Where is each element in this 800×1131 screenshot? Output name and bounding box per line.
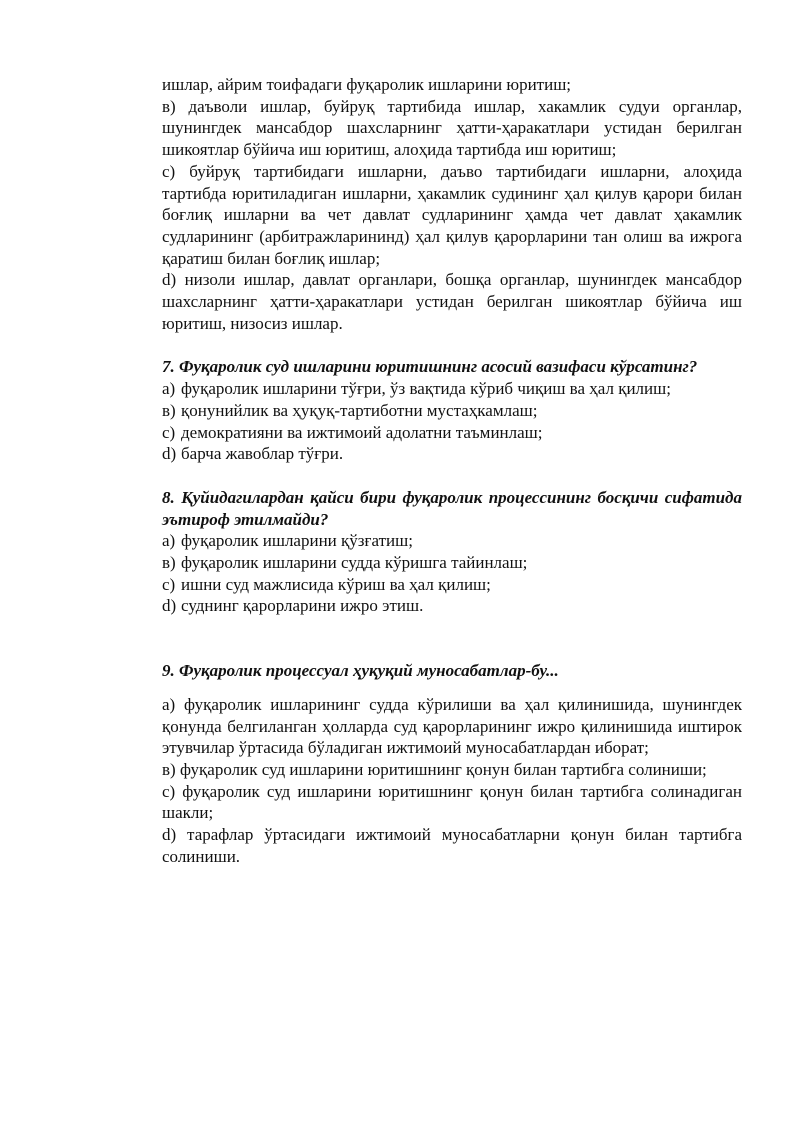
- option-text: барча жавоблар тўғри.: [181, 444, 344, 464]
- option-text: демократияни ва ижтимоий адолатни таъминлаш;: [181, 422, 543, 442]
- question-7: [162, 356, 742, 465]
- option-text: фуқаролик ишларини тўғри, ўз вақтида кўриб чиқиш ва ҳал қилиш;: [181, 379, 671, 399]
- option-marker: c): [162, 574, 176, 594]
- option-text: суднинг қарорларини ижро этиш.: [181, 596, 424, 616]
- question-title: 7. Фуқаролик суд ишларини юритишнинг асосий вазифаси кўрсатинг?: [162, 357, 698, 377]
- option-text: фуқаролик ишларини қўзғатиш;: [181, 531, 413, 551]
- question-title: 9. Фуқаролик процессуал ҳуқуқий муносабатлар-бу...: [162, 661, 559, 681]
- option-c: [162, 574, 742, 596]
- option-marker: d): [162, 596, 177, 616]
- option-d: d) тарафлар ўртасидаги ижтимоий муносабатларни қонун билан тартибга солиниши.: [162, 825, 742, 866]
- answer-option-c: c) буйруқ тартибидаги ишларни, даъво тартибидаги ишларни, алоҳида тартибда юритиладиган ишларни, ҳакамлик судининг ҳал қилув қарори билан боғлиқ ишларни ва чет давлат судларининг ҳамда чет давлат ҳакамлик судларининг (арбитражларининд) ҳал қилув қарорларини тан олиш ва ижрога қаратиш билан боғлиқ ишлар;: [162, 161, 742, 268]
- question-9: [162, 660, 742, 867]
- document-page: [162, 74, 742, 868]
- option-text: фуқаролик ишларини судда кўришга тайинлаш;: [181, 553, 528, 573]
- option-c: [162, 422, 742, 444]
- option-marker: d): [162, 444, 177, 464]
- option-marker: a): [162, 379, 176, 399]
- question-8: [162, 487, 742, 617]
- option-text: ишни суд мажлисида кўриш ва ҳал қилиш;: [181, 574, 491, 594]
- previous-answer-block: [162, 74, 742, 334]
- question-title: 8. Қуйидагилардан қайси бири фуқаролик процессининг босқичи сифатида эътироф этилмайди?: [162, 487, 742, 529]
- answer-option-b: в) даъволи ишлар, буйруқ тартибида ишлар, хакамлик судуи органлар, шунингдек мансабдор шахсларнинг ҳатти-ҳаракатлари устидан берилган шикоятлар бўйича иш юритиш, алоҳида тартибда иш юритиш;: [162, 96, 742, 160]
- option-a: [162, 378, 742, 400]
- option-a: [162, 530, 742, 552]
- option-a: a) фуқаролик ишларининг судда кўрилиши ва ҳал қилинишида, шунингдек қонунда белгиланган ҳолларда суд қарорларининг ижро қилинишида иштирок этувчилар ўртасида бўладиган ижтимоий муносабатлардан иборат;: [162, 694, 742, 758]
- option-d: [162, 595, 742, 617]
- option-b: [162, 400, 742, 422]
- answer-option-d: d) низоли ишлар, давлат органлари, бошқа органлар, шунингдек мансабдор шахсларнинг ҳатти-ҳаракатлари устидан берилган шикоятлар бўйича иш юритиш, низосиз ишлар.: [162, 270, 742, 333]
- answer-continuation-text: ишлар, айрим тоифадаги фуқаролик ишларини юритиш;: [162, 75, 572, 94]
- option-marker: в): [162, 400, 176, 420]
- option-c: c) фуқаролик суд ишларини юритишнинг қонун билан тартибга солинадиган шакли;: [162, 781, 742, 823]
- option-b: в) фуқаролик суд ишларини юритишнинг қонун билан тартибга солиниши;: [162, 759, 707, 779]
- option-text: қонунийлик ва ҳуқуқ-тартиботни мустаҳкамлаш;: [181, 400, 538, 420]
- option-d: [162, 443, 742, 465]
- option-marker: в): [162, 553, 176, 573]
- option-marker: a): [162, 531, 176, 551]
- option-b: [162, 552, 742, 574]
- option-marker: c): [162, 422, 176, 442]
